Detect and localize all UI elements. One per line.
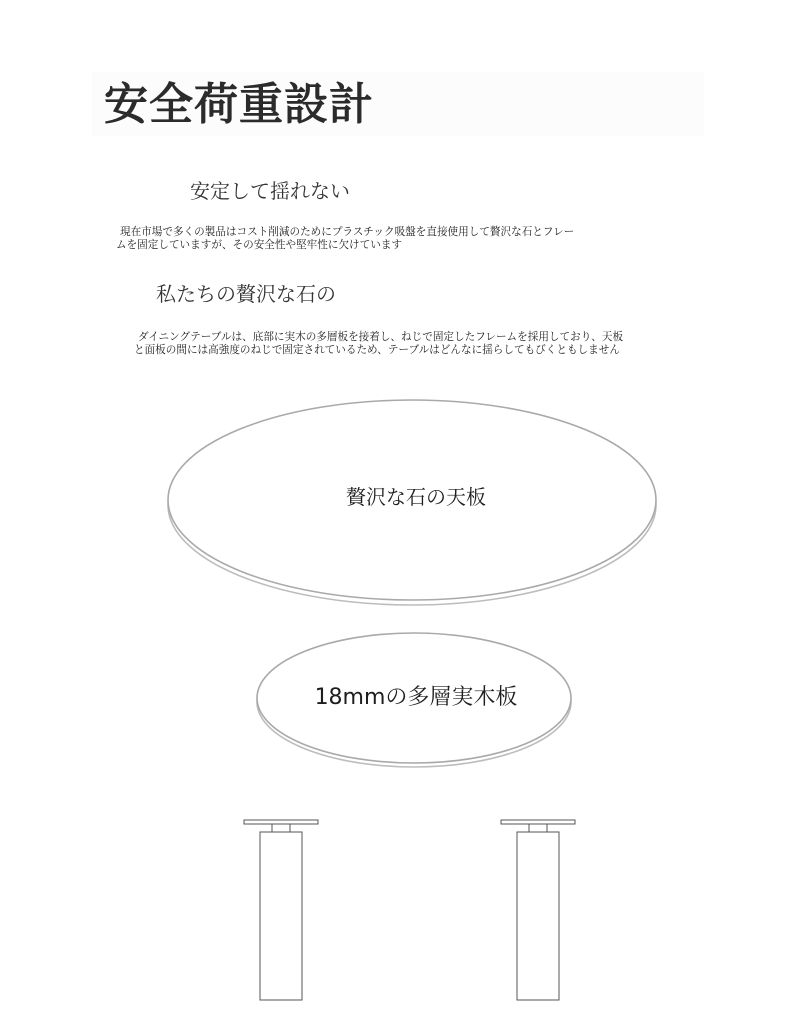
left-leg <box>244 820 318 1000</box>
section1-line: 現在市場で多くの製品はコスト削減のためにプラスチック吸盤を直接使用して贅沢な石とフレー <box>120 226 575 238</box>
section2-line: ダイニングテーブルは、底部に実木の多層板を接着し、ねじで固定したフレームを採用しており、天板 <box>138 331 624 343</box>
plywood-label: 18mmの多層実木板 <box>314 685 518 710</box>
page-title: 安全荷重設計 <box>104 79 374 130</box>
section2-line: と面板の間には高強度のねじで固定されているため、テーブルはどんなに揺らしてもびくともしません <box>134 344 620 356</box>
section1-heading: 安定して揺れない <box>190 179 350 203</box>
stone-top-label: 贅沢な石の天板 <box>346 485 486 509</box>
section1-line: ムを固定していますが、その安全性や堅牢性に欠けています <box>116 239 403 251</box>
section2-heading: 私たちの贅沢な石の <box>156 282 336 306</box>
right-leg <box>501 820 575 1000</box>
